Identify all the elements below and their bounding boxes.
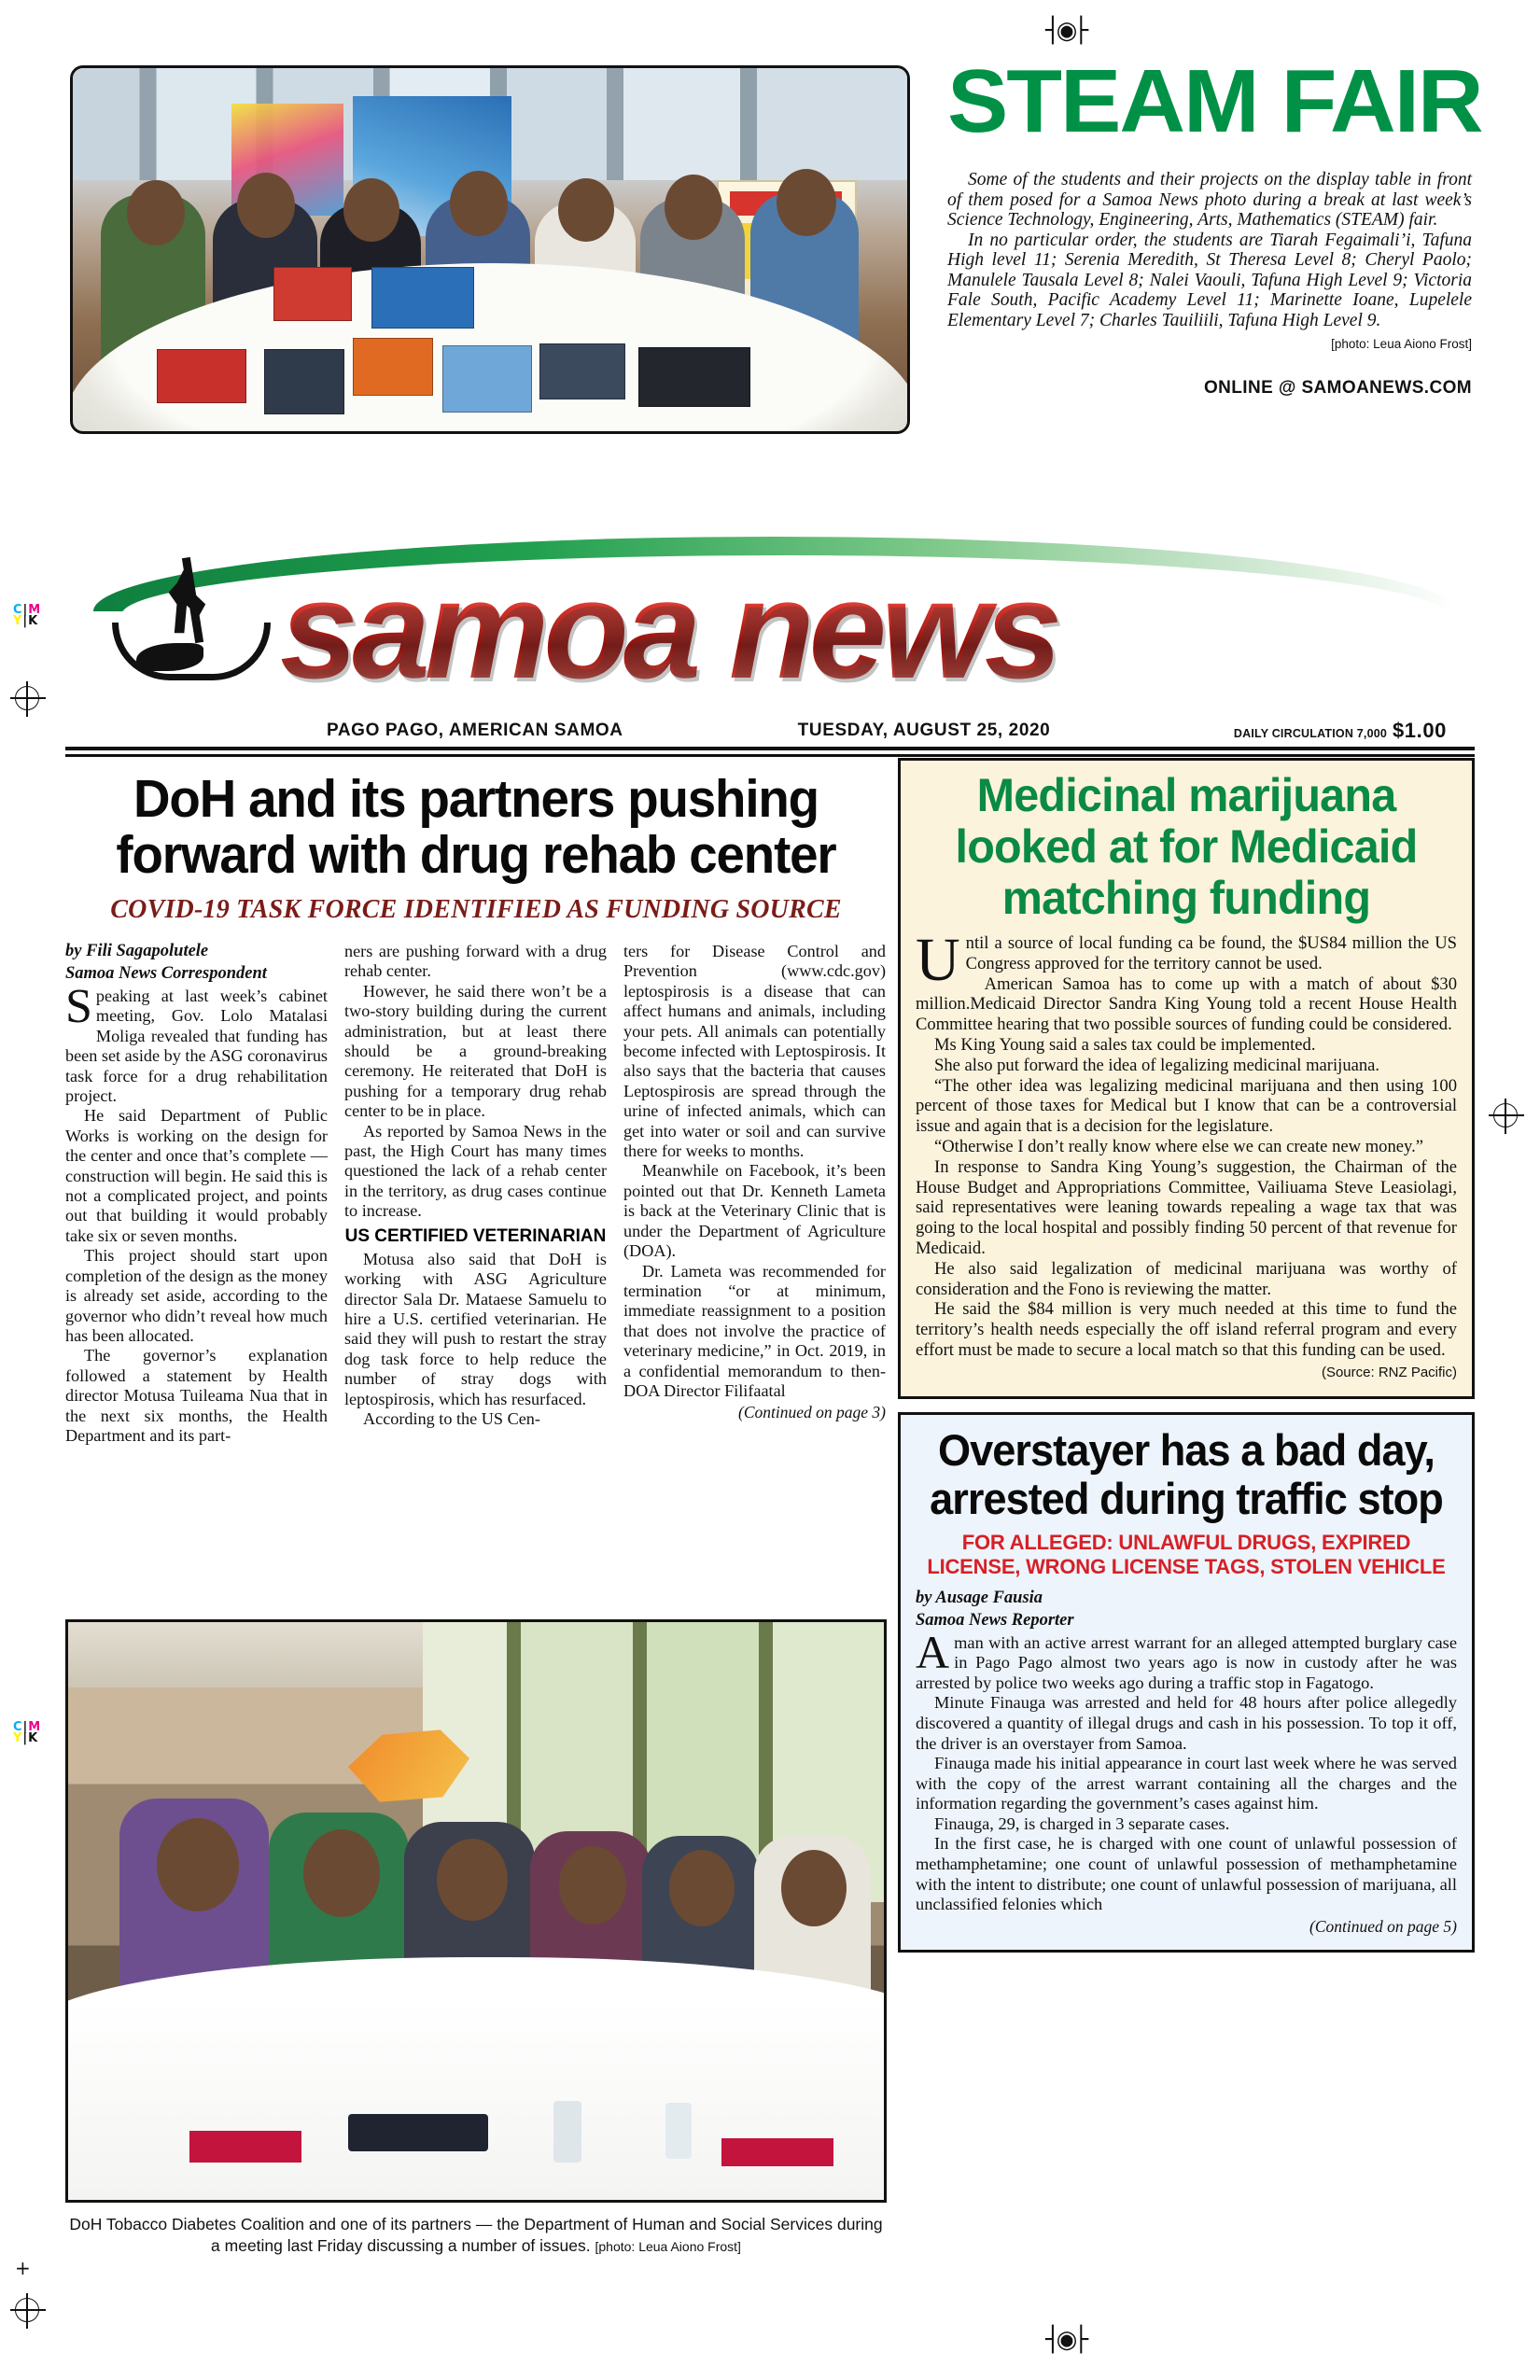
steam-fair-caption: [947, 170, 1472, 355]
cmyk-y: Y: [13, 614, 23, 628]
lead-col1-p1: Speaking at last week’s cabinet meeting, Gov. Lolo Matalasi Moliga revealed that funding has been set aside by the ASG coronavirus task force for a drug rehabilitation project.: [65, 980, 328, 1106]
marijuana-p3: Ms King Young said a sales tax could be implemented.: [934, 1034, 1316, 1055]
photo-head-6: [665, 175, 722, 240]
overstayer-p4: Finauga, 29, is charged in 3 separate cases.: [934, 1813, 1230, 1833]
overstayer-continued-note[interactable]: (Continued on page 5): [1309, 1916, 1457, 1936]
steam-fair-photo: [70, 65, 910, 434]
cmyk-m: M: [28, 603, 42, 617]
cmyk-marks-lower: [13, 1722, 41, 1744]
bottom-head-4: [559, 1846, 626, 1925]
marijuana-p1: Until a source of local funding ca be found, the $US84 million the US Congress approved for the territory cannot be used.: [916, 926, 1457, 994]
masthead-rule-bottom: [65, 754, 1475, 757]
lead-col2b-p2: According to the US Cen-: [363, 1408, 540, 1428]
lead-col1-p3: This project should start upon completion of the design as the money is already set aside, according to the governor who didn’t reveal how much has been allocated.: [65, 1246, 328, 1345]
overstayer-story: [898, 1412, 1475, 1953]
photo-project-4: [442, 345, 532, 413]
lead-story-columns: [65, 942, 887, 1446]
overstayer-p5: In the first case, he is charged with one count of unlawful possession of methamphetamine; one count of unlawful possession of methamphetamine with the intent to distribute; one count of unlawful possession of marijuana, all unclassified felonies which: [916, 1834, 1457, 1914]
lead-col2-p1: ners are pushing forward with a drug rehab center.: [344, 942, 607, 981]
cmyk-m-2: M: [28, 1720, 42, 1734]
cmyk-k-2: K: [28, 1731, 39, 1745]
photo-head-1: [127, 180, 185, 245]
marijuana-p8: He also said legalization of medicinal marijuana was worthy of consideration and the Fono is reviewing the matter.: [916, 1258, 1457, 1299]
bottom-head-1: [157, 1818, 239, 1911]
masthead-price: $1.00: [1392, 719, 1447, 742]
bottom-head-6: [781, 1850, 847, 1926]
newspaper-title: samoa news: [280, 559, 1447, 699]
cmyk-y-2: Y: [13, 1731, 23, 1745]
samoan-fisherman-canoe-logo-icon: [112, 553, 289, 693]
bottom-table-tablet: [348, 2114, 488, 2151]
bottom-head-3: [437, 1839, 508, 1921]
lead-col2-p3: As reported by Samoa News in the past, the High Court has many times questioned the lack of a rehab center in the territory, as drug cases continue to increase.: [344, 1121, 607, 1221]
lead-col2-p2: However, he said there won’t be a two-story building during the current administration, but at least there should be a ground-breaking ceremony. He reiterated that DoH is pushing for a temporary drug rehab center to be in place.: [344, 981, 607, 1121]
lead-story-column-2: [344, 942, 607, 1446]
masthead-circulation: DAILY CIRCULATION 7,000: [1233, 727, 1388, 740]
marijuana-body: [916, 926, 1457, 1383]
registration-crosshair-left-bottom: [15, 2298, 39, 2322]
online-url[interactable]: ONLINE @ SAMOANEWS.COM: [1204, 378, 1472, 398]
lead-col2-body: [344, 942, 607, 1222]
overstayer-p1: Aman with an active arrest warrant for an alleged attempted burglary case in Pago Pago almost two years ago is now in custody after he was arrested by police two weeks ago during a traffic stop in Fagatogo.: [916, 1625, 1457, 1692]
photo-project-5: [539, 343, 625, 399]
masthead-date: TUESDAY, AUGUST 25, 2020: [797, 721, 1051, 740]
lead-col1-body: [65, 980, 328, 1446]
bottom-head-5: [669, 1850, 735, 1926]
overstayer-p2: Minute Finauga was arrested and held for 48 hours after police allegedly discovered a quantity of illegal drugs and cash in his possession. To top it off, the driver is an overstayer from Samoa.: [916, 1693, 1457, 1753]
cmyk-c-2: C: [13, 1720, 23, 1734]
marijuana-source: (Source: RNZ Pacific): [1321, 1364, 1457, 1380]
bottom-photo-caption: [65, 2214, 887, 2258]
registration-mark-bottom: ┤◉├: [1045, 2326, 1085, 2354]
caption-paragraph-2: In no particular order, the students are Tiarah Fegaimali’i, Tafuna High level 11; Serenia Meredith, St Theresa Level 8; Cheryl Paolo; Manulele Tausala Level 8; Nalei Vaouli, Tafuna High Level 9; Victoria Fale South, Pacific Academy Level 11; Marinette Ioane, Lupelele Elementary Level 7; Charles Tauiliili, Tafuna High Level 9.: [947, 230, 1472, 330]
bottom-caption-text: DoH Tobacco Diabetes Coalition and one of its partners — the Department of Human and Social Services during a meeting last Friday discussing a number of issues.: [69, 2215, 883, 2255]
right-column: [898, 758, 1475, 1953]
lead-byline-name: by Fili Sagapolutele: [65, 942, 209, 960]
lead-col2b-body: [344, 1250, 607, 1430]
cmyk-bar-1: |: [22, 603, 29, 617]
overstayer-p3: Finauga made his initial appearance in court last week where he was served with the copy of the arrest warrant containing all the charges and the information regarding the government’s cases against him.: [916, 1754, 1457, 1813]
lead-col1-p4: The governor’s explanation followed a statement by Health director Motusa Tuileama Nua that in the next six months, the Health Department and its part-: [65, 1346, 328, 1445]
lead-continued-note[interactable]: (Continued on page 3): [738, 1403, 886, 1422]
overstayer-byline-name: by Ausage Fausia: [916, 1588, 1043, 1607]
overstayer-headline[interactable]: Overstayer has a bad day, arrested during traffic stop: [930, 1424, 1443, 1523]
marijuana-p7: In response to Sandra King Young’s suggestion, the Chairman of the House Budget and Appropriations Committee, Vailiuama Steve Leasiolagi, said representatives were leaning towards repealing a wage tax that was going to the local hospital and possibly finding 50 percent of that revenue for Medicaid.: [916, 1156, 1457, 1258]
crop-plus-mark: +: [15, 2257, 31, 2279]
overstayer-kicker: FOR ALLEGED: UNLAWFUL DRUGS, EXPIRED LICENSE, WRONG LICENSE TAGS, STOLEN VEHICLE: [927, 1530, 1446, 1578]
photo-project-1: [157, 349, 246, 403]
lead-col2b-p1: Motusa also said that DoH is working with ASG Agriculture director Sala Dr. Mataese Samuelu to hire a U.S. certified veterinarian. He said they will push to restart the stray dog task force to help reduce the number of stray dogs with leptospirosis, which has resurfaced.: [344, 1249, 607, 1408]
lead-story-column-3: [623, 942, 886, 1446]
lead-byline-role: Samoa News Correspondent: [65, 964, 267, 983]
masthead: [0, 527, 1540, 747]
bottom-table-item-2: [721, 2138, 833, 2166]
photo-head-3: [343, 178, 399, 242]
bottom-table-item-1: [189, 2131, 301, 2163]
registration-crosshair-right: [1493, 1103, 1518, 1127]
lead-story-headline[interactable]: DoH and its partners pushing forward with drug rehab center: [116, 769, 836, 885]
masthead-rule-top: [65, 747, 1475, 750]
doh-coalition-photo: [65, 1619, 887, 2203]
registration-mark-top: ┤◉├: [1045, 17, 1085, 45]
photo-project-7: [371, 267, 474, 329]
marijuana-p4: She also put forward the idea of legalizing medicinal marijuana.: [934, 1055, 1380, 1075]
cmyk-bar-2: |: [22, 614, 29, 628]
marijuana-p5: “The other idea was legalizing medicinal marijuana and then using 100 percent of those taxes for Medical but I know that can be a controversial issue and again that is a decision for the legislature.: [916, 1075, 1457, 1137]
steam-fair-title: STEAM FAIR: [947, 51, 1482, 151]
photo-head-2: [237, 173, 295, 238]
photo-project-6: [638, 347, 750, 407]
cmyk-c: C: [13, 603, 23, 617]
overstayer-body: [916, 1589, 1457, 1938]
lead-col3-body: [623, 942, 886, 1423]
lead-col1-p2: He said Department of Public Works is working on the design for the center and once that’s complete — construction will begin. He said this is not a complicated project, and points out that building it would probably take six or seven months.: [65, 1106, 328, 1245]
photo-head-4: [450, 171, 508, 236]
lead-section-head: US CERTIFIED VETERINARIAN: [344, 1225, 607, 1246]
marijuana-p6: “Otherwise I don’t really know where else we can create new money.”: [934, 1136, 1424, 1156]
cmyk-bar-3: |: [22, 1720, 29, 1734]
lead-story: [65, 758, 887, 1446]
photo-head-5: [558, 178, 614, 242]
marijuana-headline[interactable]: Medicinal marijuana looked at for Medicaid matching funding: [955, 769, 1418, 924]
lead-story-column-1: [65, 942, 328, 1446]
photo-project-8: [273, 267, 352, 321]
lead-col3-p2: Meanwhile on Facebook, it’s been pointed out that Dr. Kenneth Lameta is back at the Veterinary Clinic that is under the Department of Agriculture (DOA).: [623, 1161, 886, 1261]
marijuana-story: [898, 758, 1475, 1399]
lead-col3-p3: Dr. Lameta was recommended for termination “or at minimum, immediate reassignment to a position that does not involve the practice of veterinary medicine,” in Oct. 2019, in a confidential memorandum to then-DOA Director Filifaatal: [623, 1261, 886, 1400]
overstayer-byline-role: Samoa News Reporter: [916, 1610, 1074, 1630]
photo-project-3: [353, 338, 433, 396]
photo-credit: [photo: Leua Aiono Frost]: [1331, 337, 1472, 351]
cmyk-k: K: [28, 614, 39, 628]
masthead-location: PAGO PAGO, AMERICAN SAMOA: [327, 721, 623, 740]
lead-story-subhead: COVID-19 TASK FORCE IDENTIFIED AS FUNDING SOURCE: [110, 895, 842, 924]
masthead-circulation-price: [1120, 719, 1447, 743]
cmyk-bar-4: |: [22, 1731, 29, 1745]
top-feature-block: [70, 51, 1482, 495]
bottom-head-2: [303, 1829, 380, 1917]
marijuana-p2: American Samoa has to come up with a match of about $30 million.Medicaid Director Sandra King Young told a recent House Health Committee hearing that two possible sources of funding could be considered.: [916, 973, 1457, 1035]
bottom-photo-credit: [photo: Leua Aiono Frost]: [595, 2239, 741, 2254]
lead-col3-p1: ters for Disease Control and Prevention (www.cdc.gov) leptospirosis is a disease that can affect humans and animals, including your pets. All animals can potentially become infected with Leptospirosis. It also says that the bacteria that causes Leptospirosis are spread through the urine of infected animals, which can get into water or soil and can survive there for weeks to months.: [623, 942, 886, 1161]
photo-head-7: [777, 169, 836, 236]
photo-project-2: [264, 349, 344, 414]
caption-paragraph-1: Some of the students and their projects on the display table in front of them posed for a Samoa News photo during a break at last week’s Science Technology, Engineering, Arts, Mathematics (STEAM) fair.: [947, 170, 1472, 230]
bottom-table-bottle-2: [665, 2103, 692, 2159]
bottom-table-bottle-1: [553, 2101, 581, 2163]
marijuana-p9: He said the $84 million is very much needed at this time to fund the territory’s health needs especially the off island referral program and every effort must be made to secure a local match so that this funding can be used.: [916, 1299, 1457, 1360]
masthead-info-line: [327, 719, 1447, 743]
